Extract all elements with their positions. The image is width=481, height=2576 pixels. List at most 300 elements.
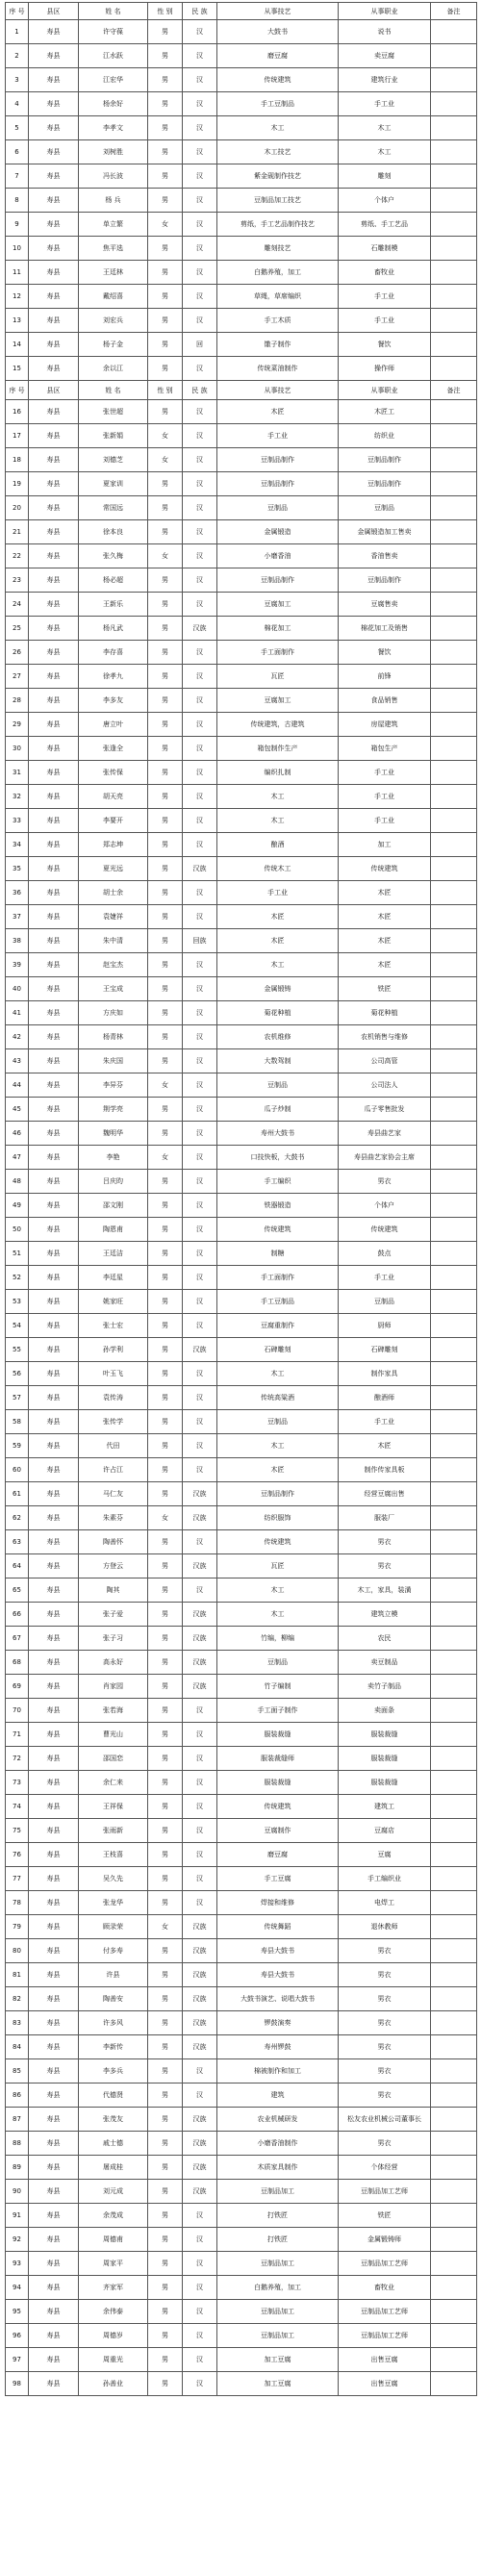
cell-skill: 豆制品加工: [217, 2180, 339, 2204]
cell-occupation: 豆制品加工艺师: [339, 2300, 431, 2324]
cell-name: 姚家旺: [79, 1290, 148, 1314]
table-row: [6, 2180, 477, 2204]
cell-note: [431, 1482, 477, 1506]
cell-name: 王廷洁: [79, 1242, 148, 1266]
cell-county: 寿县: [29, 2372, 79, 2396]
cell-gender: 男: [148, 1675, 183, 1699]
cell-note: [431, 2324, 477, 2348]
cell-name: 方登云: [79, 1554, 148, 1578]
cell-gender: 女: [148, 1915, 183, 1939]
cell-seq: 15: [6, 357, 29, 381]
cell-gender: 男: [148, 1290, 183, 1314]
cell-note: [431, 1747, 477, 1771]
cell-skill: 锣鼓演奏: [217, 2011, 339, 2035]
cell-name: 顾录荣: [79, 1915, 148, 1939]
cell-note: [431, 2084, 477, 2108]
cell-ethnicity: 汉: [183, 496, 217, 520]
cell-occupation: 服装裁缝: [339, 1771, 431, 1795]
cell-occupation: 鼓点: [339, 1242, 431, 1266]
cell-seq: 26: [6, 641, 29, 665]
cell-gender: 女: [148, 448, 183, 472]
cell-note: [431, 953, 477, 977]
cell-seq: 94: [6, 2276, 29, 2300]
cell-note: [431, 189, 477, 213]
cell-skill: 竹子编制: [217, 1675, 339, 1699]
cell-occupation: 木匠工: [339, 400, 431, 424]
cell-skill: 服装裁缝师: [217, 1747, 339, 1771]
cell-note: [431, 2276, 477, 2300]
cell-occupation: 农民: [339, 1627, 431, 1651]
cell-skill: 焊接和维修: [217, 1891, 339, 1915]
cell-county: 寿县: [29, 1651, 79, 1675]
cell-skill: 寿州锣鼓: [217, 2035, 339, 2059]
cell-note: [431, 1098, 477, 1122]
cell-seq: 48: [6, 1170, 29, 1194]
cell-note: [431, 68, 477, 92]
cell-ethnicity: 汉: [183, 1795, 217, 1819]
cell-county: 寿县: [29, 2348, 79, 2372]
cell-note: [431, 309, 477, 333]
cell-seq: 95: [6, 2300, 29, 2324]
table-row: [6, 809, 477, 833]
cell-county: 寿县: [29, 1362, 79, 1386]
cell-ethnicity: 汉族: [183, 1939, 217, 1963]
cell-occupation: 建筑行业: [339, 68, 431, 92]
cell-name: 张子习: [79, 1627, 148, 1651]
col-name-header: 姓 名: [79, 381, 148, 400]
cell-skill: 豆制品加工: [217, 2300, 339, 2324]
cell-ethnicity: 汉: [183, 953, 217, 977]
cell-gender: 男: [148, 929, 183, 953]
cell-county: 寿县: [29, 309, 79, 333]
cell-county: 寿县: [29, 1915, 79, 1939]
cell-seq: 37: [6, 905, 29, 929]
cell-ethnicity: 汉: [183, 92, 217, 116]
cell-ethnicity: 汉: [183, 1242, 217, 1266]
cell-occupation: 畜牧业: [339, 2276, 431, 2300]
cell-seq: 14: [6, 333, 29, 357]
cell-note: [431, 568, 477, 593]
registry-table: [5, 2, 477, 2396]
cell-note: [431, 285, 477, 309]
table-row: [6, 2132, 477, 2156]
cell-seq: 79: [6, 1915, 29, 1939]
cell-seq: 8: [6, 189, 29, 213]
cell-ethnicity: 汉: [183, 2300, 217, 2324]
cell-note: [431, 237, 477, 261]
cell-seq: 40: [6, 977, 29, 1001]
cell-note: [431, 333, 477, 357]
cell-ethnicity: 汉: [183, 1771, 217, 1795]
cell-gender: 男: [148, 1001, 183, 1025]
cell-ethnicity: 汉族: [183, 2132, 217, 2156]
cell-seq: 20: [6, 496, 29, 520]
cell-county: 寿县: [29, 400, 79, 424]
cell-ethnicity: 汉: [183, 1290, 217, 1314]
cell-name: 孙学利: [79, 1338, 148, 1362]
cell-county: 寿县: [29, 1314, 79, 1338]
cell-gender: 男: [148, 1554, 183, 1578]
col-county-header: 县区: [29, 3, 79, 20]
cell-seq: 6: [6, 140, 29, 164]
cell-occupation: 石碑雕刻: [339, 1338, 431, 1362]
cell-occupation: 铁匠: [339, 2204, 431, 2228]
cell-gender: 男: [148, 1122, 183, 1146]
cell-seq: 31: [6, 761, 29, 785]
cell-gender: 男: [148, 1025, 183, 1049]
cell-skill: 白鹅养殖，加工: [217, 261, 339, 285]
table-row: [6, 2372, 477, 2396]
cell-name: 荆学亮: [79, 1098, 148, 1122]
cell-skill: 酿酒: [217, 833, 339, 857]
cell-note: [431, 357, 477, 381]
cell-occupation: 食品销售: [339, 689, 431, 713]
cell-gender: 男: [148, 44, 183, 68]
header-row: [6, 3, 477, 20]
cell-county: 寿县: [29, 617, 79, 641]
cell-name: 余伟泰: [79, 2300, 148, 2324]
cell-note: [431, 1122, 477, 1146]
cell-name: 刘德芝: [79, 448, 148, 472]
cell-county: 寿县: [29, 1482, 79, 1506]
cell-occupation: 手工业: [339, 785, 431, 809]
cell-seq: 28: [6, 689, 29, 713]
cell-county: 寿县: [29, 520, 79, 544]
cell-seq: 25: [6, 617, 29, 641]
cell-gender: 男: [148, 2228, 183, 2252]
cell-occupation: 服装厂: [339, 1506, 431, 1530]
table-row: [6, 2228, 477, 2252]
col-occupation-header: 从事职业: [339, 381, 431, 400]
cell-ethnicity: 汉: [183, 400, 217, 424]
cell-note: [431, 2228, 477, 2252]
cell-occupation: 电焊工: [339, 1891, 431, 1915]
cell-ethnicity: 汉族: [183, 1915, 217, 1939]
cell-skill: 传统舞蹈: [217, 1915, 339, 1939]
cell-note: [431, 2132, 477, 2156]
cell-county: 寿县: [29, 833, 79, 857]
cell-county: 寿县: [29, 1603, 79, 1627]
cell-occupation: 个体户: [339, 1194, 431, 1218]
cell-skill: 棉被制作和加工: [217, 2059, 339, 2084]
cell-skill: 寿县大鼓书: [217, 1963, 339, 1987]
cell-skill: 豆制品: [217, 1073, 339, 1098]
cell-name: 齐家军: [79, 2276, 148, 2300]
cell-seq: 41: [6, 1001, 29, 1025]
cell-occupation: 木工: [339, 140, 431, 164]
table-row: [6, 20, 477, 44]
col-note-header: 备注: [431, 381, 477, 400]
cell-skill: 金属锻铸: [217, 977, 339, 1001]
cell-name: 李多兵: [79, 2059, 148, 2084]
cell-note: [431, 1915, 477, 1939]
cell-ethnicity: 汉: [183, 1458, 217, 1482]
cell-occupation: 豆制品加工艺师: [339, 2324, 431, 2348]
table-row: [6, 2084, 477, 2108]
cell-occupation: 男衣: [339, 2035, 431, 2059]
cell-occupation: 剪纸、手工艺品: [339, 213, 431, 237]
cell-name: 戚士德: [79, 2132, 148, 2156]
cell-occupation: 豆制品: [339, 1290, 431, 1314]
cell-county: 寿县: [29, 1723, 79, 1747]
cell-name: 邵文刚: [79, 1194, 148, 1218]
cell-seq: 58: [6, 1410, 29, 1434]
cell-skill: 豆制品加工技艺: [217, 189, 339, 213]
cell-skill: 农机维修: [217, 1025, 339, 1049]
cell-county: 寿县: [29, 761, 79, 785]
cell-gender: 女: [148, 213, 183, 237]
cell-seq: 44: [6, 1073, 29, 1098]
cell-ethnicity: 汉: [183, 1266, 217, 1290]
cell-ethnicity: 汉: [183, 665, 217, 689]
cell-county: 寿县: [29, 1819, 79, 1843]
table-row: [6, 261, 477, 285]
cell-county: 寿县: [29, 1939, 79, 1963]
cell-ethnicity: 汉族: [183, 1338, 217, 1362]
table-row: [6, 1963, 477, 1987]
cell-name: 李异芬: [79, 1073, 148, 1098]
cell-occupation: 厨师: [339, 1314, 431, 1338]
cell-occupation: 木匠: [339, 953, 431, 977]
table-row: [6, 2276, 477, 2300]
cell-name: 周德岁: [79, 2324, 148, 2348]
cell-ethnicity: 汉: [183, 1218, 217, 1242]
cell-county: 寿县: [29, 1242, 79, 1266]
cell-ethnicity: 汉: [183, 1098, 217, 1122]
cell-note: [431, 2348, 477, 2372]
cell-seq: 85: [6, 2059, 29, 2084]
cell-name: 朱素芬: [79, 1506, 148, 1530]
cell-occupation: 豆制品加工艺师: [339, 2252, 431, 2276]
cell-ethnicity: 汉: [183, 189, 217, 213]
cell-gender: 男: [148, 400, 183, 424]
cell-skill: 剪纸，手工艺品制作技艺: [217, 213, 339, 237]
cell-ethnicity: 汉: [183, 1891, 217, 1915]
cell-name: 张逢全: [79, 737, 148, 761]
cell-gender: 男: [148, 2348, 183, 2372]
cell-gender: 男: [148, 977, 183, 1001]
cell-seq: 77: [6, 1867, 29, 1891]
cell-skill: 磨豆腐: [217, 44, 339, 68]
cell-skill: 棉花加工: [217, 617, 339, 641]
cell-name: 胡天亮: [79, 785, 148, 809]
cell-ethnicity: 汉: [183, 641, 217, 665]
table-row: [6, 333, 477, 357]
cell-occupation: 豆腐店: [339, 1819, 431, 1843]
cell-seq: 18: [6, 448, 29, 472]
cell-county: 寿县: [29, 1098, 79, 1122]
cell-county: 寿县: [29, 1146, 79, 1170]
cell-county: 寿县: [29, 2180, 79, 2204]
col-gender-header: 性 别: [148, 381, 183, 400]
cell-note: [431, 737, 477, 761]
cell-county: 寿县: [29, 2156, 79, 2180]
cell-note: [431, 1963, 477, 1987]
cell-note: [431, 1458, 477, 1482]
cell-ethnicity: 汉: [183, 140, 217, 164]
cell-ethnicity: 汉: [183, 881, 217, 905]
cell-skill: 手工木质: [217, 309, 339, 333]
cell-note: [431, 1266, 477, 1290]
cell-name: 代田: [79, 1434, 148, 1458]
cell-seq: 7: [6, 164, 29, 189]
cell-name: 杨青林: [79, 1025, 148, 1049]
cell-ethnicity: 汉: [183, 713, 217, 737]
cell-note: [431, 1049, 477, 1073]
cell-county: 寿县: [29, 1290, 79, 1314]
cell-skill: 木工: [217, 1434, 339, 1458]
cell-ethnicity: 汉族: [183, 617, 217, 641]
cell-ethnicity: 汉: [183, 1001, 217, 1025]
cell-gender: 男: [148, 713, 183, 737]
cell-note: [431, 785, 477, 809]
cell-county: 寿县: [29, 665, 79, 689]
cell-skill: 豆制品: [217, 1651, 339, 1675]
cell-name: 张若海: [79, 1699, 148, 1723]
cell-occupation: 豆制品制作: [339, 448, 431, 472]
cell-name: 高永好: [79, 1651, 148, 1675]
table-row: [6, 2204, 477, 2228]
cell-occupation: 男衣: [339, 1963, 431, 1987]
cell-note: [431, 2180, 477, 2204]
cell-skill: 大数驾制: [217, 1049, 339, 1073]
col-seq-header: 序 号: [6, 3, 29, 20]
cell-note: [431, 617, 477, 641]
cell-occupation: 木匠: [339, 905, 431, 929]
cell-note: [431, 1867, 477, 1891]
table-row: [6, 116, 477, 140]
cell-seq: 2: [6, 44, 29, 68]
table-row: [6, 285, 477, 309]
cell-skill: 磨豆腐: [217, 1843, 339, 1867]
cell-occupation: 豆制品: [339, 496, 431, 520]
cell-note: [431, 857, 477, 881]
table-row: [6, 953, 477, 977]
cell-gender: 男: [148, 1218, 183, 1242]
cell-ethnicity: 回族: [183, 929, 217, 953]
cell-county: 寿县: [29, 237, 79, 261]
cell-gender: 男: [148, 1338, 183, 1362]
cell-note: [431, 1795, 477, 1819]
cell-skill: 木匠: [217, 905, 339, 929]
table-row: [6, 977, 477, 1001]
cell-seq: 30: [6, 737, 29, 761]
cell-gender: 男: [148, 1891, 183, 1915]
cell-note: [431, 1001, 477, 1025]
cell-occupation: 手工业: [339, 285, 431, 309]
cell-county: 寿县: [29, 857, 79, 881]
cell-occupation: 香油售卖: [339, 544, 431, 568]
cell-gender: 男: [148, 309, 183, 333]
table-row: [6, 448, 477, 472]
table-row: [6, 1170, 477, 1194]
cell-skill: 木工: [217, 785, 339, 809]
cell-ethnicity: 汉族: [183, 2011, 217, 2035]
cell-ethnicity: 汉: [183, 213, 217, 237]
cell-occupation: 木工: [339, 116, 431, 140]
cell-occupation: 男衣: [339, 2011, 431, 2035]
cell-county: 寿县: [29, 116, 79, 140]
cell-gender: 男: [148, 164, 183, 189]
cell-ethnicity: 汉: [183, 237, 217, 261]
cell-skill: 传统建筑: [217, 1530, 339, 1554]
cell-gender: 男: [148, 2276, 183, 2300]
cell-gender: 男: [148, 857, 183, 881]
cell-name: 许占江: [79, 1458, 148, 1482]
cell-note: [431, 1627, 477, 1651]
cell-ethnicity: 汉: [183, 809, 217, 833]
cell-seq: 45: [6, 1098, 29, 1122]
cell-county: 寿县: [29, 1963, 79, 1987]
table-row: [6, 1482, 477, 1506]
cell-gender: 男: [148, 761, 183, 785]
cell-seq: 86: [6, 2084, 29, 2108]
cell-occupation: 出售豆腐: [339, 2372, 431, 2396]
cell-county: 寿县: [29, 1073, 79, 1098]
cell-seq: 68: [6, 1651, 29, 1675]
cell-ethnicity: 汉: [183, 1314, 217, 1338]
cell-name: 张新娟: [79, 424, 148, 448]
table-row: [6, 737, 477, 761]
cell-gender: 男: [148, 881, 183, 905]
cell-name: 李多友: [79, 689, 148, 713]
cell-occupation: 操作师: [339, 357, 431, 381]
cell-occupation: 寿县曲艺家: [339, 1122, 431, 1146]
cell-seq: 97: [6, 2348, 29, 2372]
cell-seq: 96: [6, 2324, 29, 2348]
cell-seq: 9: [6, 213, 29, 237]
cell-county: 寿县: [29, 68, 79, 92]
cell-skill: 打铁匠: [217, 2228, 339, 2252]
cell-name: 马仁友: [79, 1482, 148, 1506]
cell-name: 胡士余: [79, 881, 148, 905]
cell-occupation: 卖面条: [339, 1699, 431, 1723]
cell-occupation: 个体经营: [339, 2156, 431, 2180]
cell-occupation: 男衣: [339, 1530, 431, 1554]
cell-ethnicity: 汉: [183, 1122, 217, 1146]
cell-note: [431, 1194, 477, 1218]
cell-seq: 53: [6, 1290, 29, 1314]
table-row: [6, 2252, 477, 2276]
cell-skill: 服装裁缝: [217, 1771, 339, 1795]
table-row: [6, 2011, 477, 2035]
cell-county: 寿县: [29, 2300, 79, 2324]
cell-skill: 箱包制作生产: [217, 737, 339, 761]
cell-gender: 男: [148, 333, 183, 357]
cell-ethnicity: 汉: [183, 261, 217, 285]
cell-ethnicity: 汉: [183, 761, 217, 785]
table-row: [6, 2348, 477, 2372]
cell-name: 张传学: [79, 1410, 148, 1434]
cell-occupation: 寿县曲艺家协会主席: [339, 1146, 431, 1170]
cell-name: 王枝喜: [79, 1843, 148, 1867]
cell-ethnicity: 汉: [183, 1867, 217, 1891]
cell-gender: 男: [148, 2204, 183, 2228]
cell-occupation: 豆制品制作: [339, 568, 431, 593]
cell-name: 吴久先: [79, 1867, 148, 1891]
cell-occupation: 传统建筑: [339, 857, 431, 881]
cell-seq: 39: [6, 953, 29, 977]
cell-county: 寿县: [29, 496, 79, 520]
cell-seq: 70: [6, 1699, 29, 1723]
cell-skill: 豆制品制作: [217, 1482, 339, 1506]
table-row: [6, 357, 477, 381]
cell-occupation: 传统建筑: [339, 1218, 431, 1242]
table-row: [6, 1603, 477, 1627]
cell-name: 袁传涛: [79, 1386, 148, 1410]
cell-ethnicity: 汉: [183, 737, 217, 761]
cell-ethnicity: 汉: [183, 2252, 217, 2276]
